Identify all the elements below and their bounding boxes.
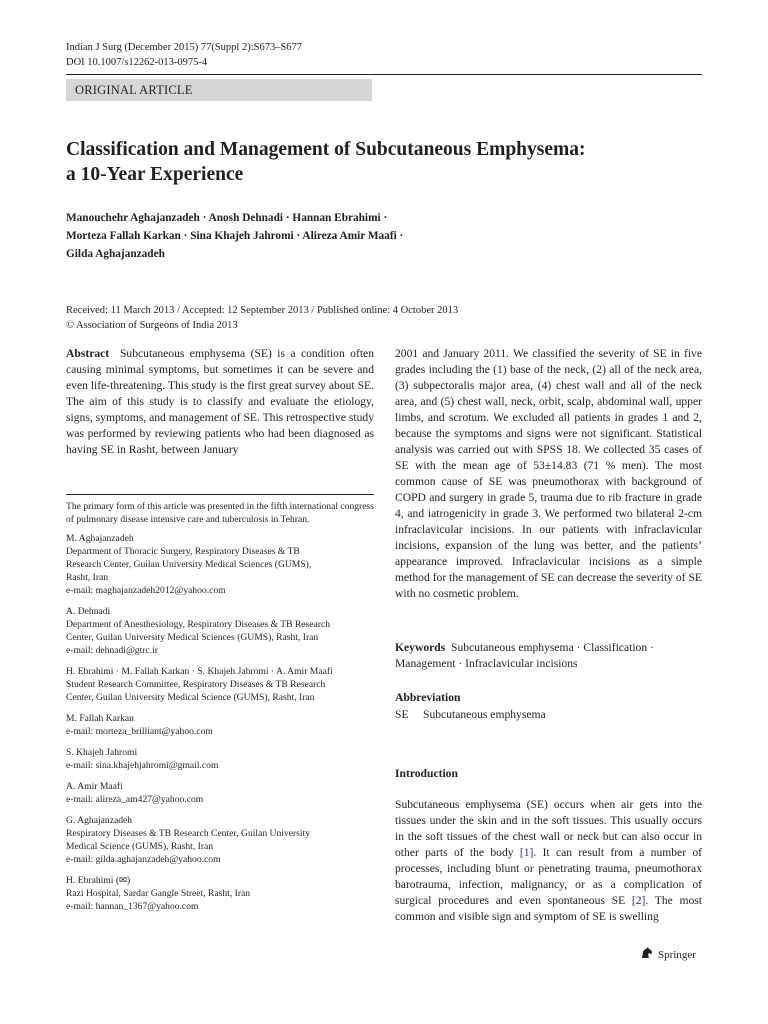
affil-email[interactable]: e-mail: maghajanzadeh2012@yahoo.com [66,585,226,596]
authors-line-1: Manouchehr Aghajanzadeh · Anosh Dehnadi · Hannan Ebrahimi · [66,212,388,224]
affil-line: H. Ebrahimi (✉) [66,875,131,886]
keywords-text: Subcutaneous emphysema · Classification · Management · Infraclavicular incisions [395,641,654,670]
abstract-right-column [395,346,702,602]
publisher-name: Springer [658,948,696,961]
affil-email[interactable]: e-mail: dehnadi@gtrc.ir [66,645,158,656]
title-line-1: Classification and Management of Subcutaneous Emphysema: [66,139,586,160]
affil-line: M. Fallah Karkan [66,713,134,724]
affil-line: Research Center, Guilan University Medical Sciences (GUMS), [66,559,312,570]
affil-line: Department of Thoracic Surgery, Respiratory Diseases & TB [66,546,300,557]
springer-horse-icon [640,947,654,962]
article-type: ORIGINAL ARTICLE [75,83,193,97]
affiliations [66,532,376,921]
abstract-left-column [66,346,374,458]
keywords [395,640,702,672]
affil-email[interactable]: e-mail: gilda.aghajanzadeh@yahoo.com [66,854,221,865]
intro-text-part: . It can result from a number of processes, including blunt or penetrating trauma, pneumothorax barotrauma, infection, malignancy, or as a complication of surgical procedures and even spontaneous SE [395,846,703,907]
affil-line: Medical Science (GUMS), Rasht, Iran [66,841,214,852]
keywords-label: Keywords [395,641,446,654]
affil-line: G. Aghajanzadeh [66,815,133,826]
affiliation-block [66,712,376,738]
affil-email[interactable]: e-mail: alireza_am427@yahoo.com [66,794,204,805]
publisher-logo [640,947,696,962]
footnote-rule [66,494,374,495]
affil-line: Respiratory Diseases & TB Research Center, Guilan University [66,828,311,839]
doi[interactable]: DOI 10.1007/s12262-013-0975-4 [66,57,208,68]
article-type-bar [66,79,372,101]
intro-text-part: . The most common and visible sign and symptom of SE is swelling [395,894,702,923]
affiliation-block [66,532,376,597]
affil-line: A. Amir Maafi [66,781,123,792]
affil-line: Student Research Committee, Respiratory Diseases & TB Research [66,679,326,690]
affil-line: A. Dehnadi [66,606,111,617]
title-line-2: a 10-Year Experience [66,164,244,185]
affil-email[interactable]: e-mail: hannan_1367@yahoo.com [66,901,199,912]
copyright: © Association of Surgeons of India 2013 [66,320,238,331]
affiliation-block [66,665,376,704]
presentation-footnote: The primary form of this article was presented in the fifth international congress of pulmonary disease intensive care and tuberculosis in Tehran. [66,501,374,525]
authors-line-3: Gilda Aghajanzadeh [66,248,165,260]
affiliation-block [66,746,376,772]
affil-line: Razi Hospital, Sardar Gangle Street, Rasht, Iran [66,888,251,899]
abbreviation-term: SE [395,708,409,721]
authors-line-2: Morteza Fallah Karkan · Sina Khajeh Jahromi · Alireza Amir Maafi · [66,230,404,242]
affiliation-block [66,780,376,806]
abstract-label: Abstract [66,347,110,360]
affiliation-block [66,814,376,866]
introduction-text [395,797,702,925]
author-list [66,209,666,263]
intro-text-part: Subcutaneous emphysema (SE) occurs when air gets into the tissues under the skin and in the soft tissues. This usually occurs in the soft tissues of the chest wall or neck but can also occur in other parts of the body [395,798,702,859]
citation-link[interactable]: [1] [519,846,534,859]
affil-email[interactable]: e-mail: morteza_brilliant@yahoo.com [66,726,213,737]
introduction-heading: Introduction [395,767,458,780]
affil-line: Center, Guilan University Medical Science (GUMS), Rasht, Iran [66,692,315,703]
citation-link[interactable]: [2] [631,894,646,907]
affil-email[interactable]: e-mail: sina.khajehjahromi@gmail.com [66,760,219,771]
journal-citation: Indian J Surg (December 2015) 77(Suppl 2):S673–S677 [66,42,303,53]
header-rule [66,74,702,75]
abstract-text-right: 2001 and January 2011. We classified the severity of SE in five grades including the (1) base of the neck, (2) all of the neck area, (3) subpectoralis major area, (4) chest wall and all of the neck area, and (5) chest wall, neck, orbit, scalp, abdominal wall, upper limbs, and scrotum. We excluded all patients in grades 1 and 2, because the symptoms and signs were not significant. Statistical analysis was carried out with SPSS 18. We collected 35 cases of SE with the mean age of 53±14.83 (71 % men). The most common cause of SE was pneumothorax with background of COPD and surgery in grade 5, trauma due to rib fracture in grade 4, and iatrogenicity in grade 3. We performed two bilateral 2-cm infraclavicular incisions. In our patients with infraclavicular incisions, expansion of the lung was better, and the patients’ appearance improved. Infraclavicular incisions as a simple method for the management of SE can decrease the severity of SE with no cosmetic problem. [395,347,702,600]
affil-line: Rasht, Iran [66,572,109,583]
article-title [66,137,706,187]
affil-line: M. Aghajanzadeh [66,533,134,544]
abbreviation-definition: Subcutaneous emphysema [423,708,546,721]
abbreviation-row [395,708,546,721]
publication-dates [66,303,458,333]
affil-line: H. Ebrahimi · M. Fallah Karkan · S. Khajeh Jahromi · A. Amir Maafi [66,666,333,677]
abstract-text-left: Subcutaneous emphysema (SE) is a condition often causing minimal symptoms, but sometimes it can be severe and even life-threatening. This study is the first great survey about SE. The aim of this study is to classify and evaluate the etiology, signs, symptoms, and management of SE. This retrospective study was performed by reviewing patients who had been diagnosed as having SE in Rasht, between January [66,347,374,456]
abbreviation-heading: Abbreviation [395,691,461,704]
affil-line: Department of Anesthesiology, Respiratory Diseases & TB Research [66,619,331,630]
affiliation-block [66,874,376,913]
affil-line: S. Khajeh Jahromi [66,747,138,758]
affiliation-block [66,605,376,657]
affil-line: Center, Guilan University Medical Sciences (GUMS), Rasht, Iran [66,632,319,643]
date-history: Received: 11 March 2013 / Accepted: 12 September 2013 / Published online: 4 October 2013 [66,305,459,316]
journal-header [66,40,302,70]
